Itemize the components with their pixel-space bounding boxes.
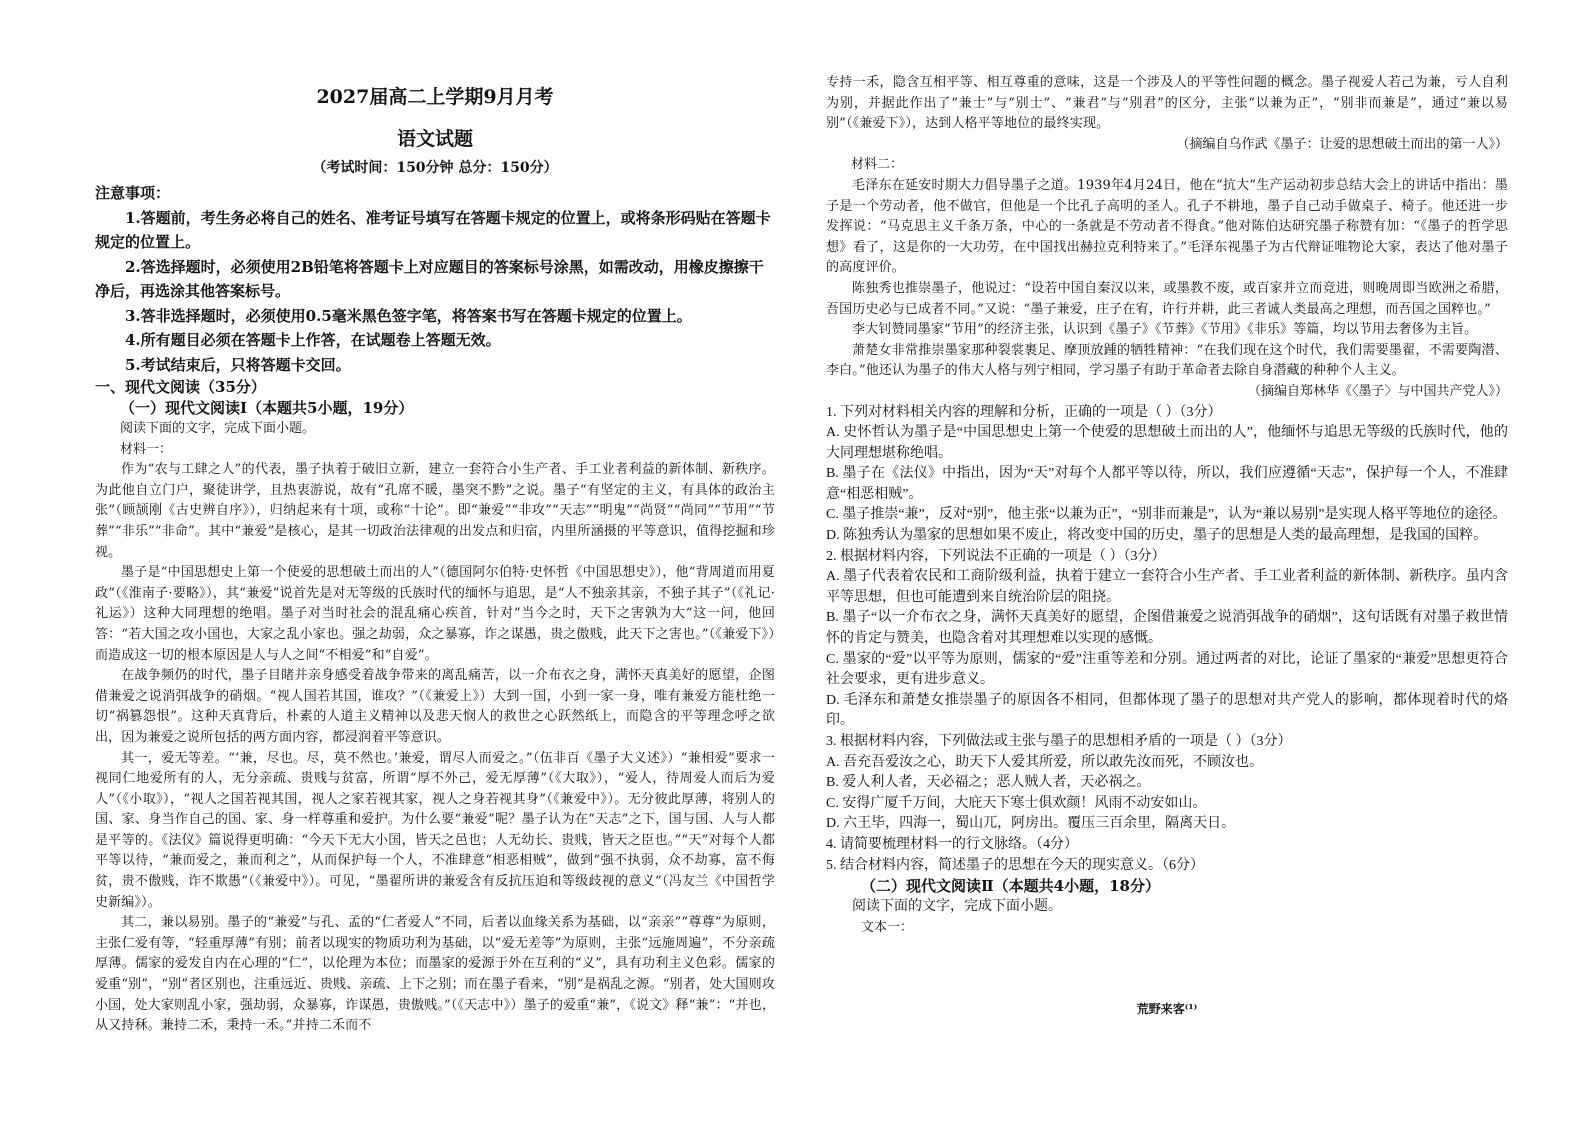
material-continuation: 专持一禾，隐含互相平等、相互尊重的意味，这是一个涉及人的平等性问题的概念。墨子视爱人若己为兼，亏人自利为别，并据此作出了“兼士”与“别士”、“兼君”与“别君”的区分，主张“以兼为正”，“别非而兼是”，通过“兼以易别”（《兼爱下》），达到人格平等地位的最终实现。	[826, 75, 1508, 132]
question-option: B. 墨子“以一介布衣之身，满怀天真美好的愿望，企图借兼爱之说消弭战争的硝烟”，这句话既有对墨子救世情怀的肯定与赞美，也隐含着对其理想难以实现的感慨。	[826, 610, 1508, 647]
part-heading: （二）现代文阅读Ⅱ（本题共4小题，18分）	[861, 877, 1160, 896]
question-option: A. 墨子代表着农民和工商阶级利益，执着于建立一套符合小生产者、手工业者利益的新体制、新秩序。虽内含平等思想，但也可能遭到来自统治阶层的阻挠。	[826, 569, 1508, 605]
question-stem: 2. 根据材料内容，下列说法不正确的一项是（ ）（3分）	[826, 548, 1166, 564]
question-option: D. 陈独秀认为墨家的思想如果不废止，将改变中国的历史，墨子的思想是人类的最高理想，是我国的国粹。	[826, 528, 1488, 544]
question-option: D. 六王毕，四海一，蜀山兀，阿房出。覆压三百余里，隔离天日。	[826, 816, 1236, 832]
material-source: （摘编自乌作武《墨子：让爱的思想破土而出的第一人》）	[1176, 136, 1508, 152]
question-stem: 5. 结合材料内容，简述墨子的思想在今天的现实意义。（6分）	[826, 857, 1204, 873]
question-option: C. 安得广厦千万间，大庇天下寒士俱欢颜！风雨不动安如山。	[826, 795, 1207, 811]
exam-title: 2027届高二上学期9月月考	[316, 86, 554, 108]
notice-item: 3.答非选择题时，必须使用0.5毫米黑色签字笔，将答案书写在答题卡规定的位置上。	[125, 306, 692, 325]
left-column	[95, 0, 775, 1123]
question-stem: 1. 下列对材料相关内容的理解和分析，正确的一项是（ ）（3分）	[826, 404, 1222, 420]
question-option: A. 史怀哲认为墨子是“中国思想史上第一个使爱的思想破土而出的人”，他缅怀与追思无等级的氏族时代，他的大同理想堪称绝唱。	[826, 425, 1508, 461]
text-label: 文本一：	[861, 919, 914, 935]
notice-item: 5.考试结束后，只将答题卡交回。	[125, 355, 351, 374]
material-label: 材料二：	[851, 157, 904, 173]
question-option: D. 毛泽东和萧楚女推崇墨子的原因各不相同，但都体现了墨子的思想对共产党人的影响，都体现着时代的烙印。	[826, 692, 1508, 729]
material-paragraph: 墨子是“中国思想史上第一个使爱的思想破土而出的人”（德国阿尔伯特·史怀哲《中国思想史》），他“背周道而用夏政”（《淮南子·要略》），其“兼爱”说首先是对无等级的氏族时代的缅怀与追思，是“人不独亲其亲，不独子其子”（《礼记·礼运》）这种大同理想的绝唱。墨子对当时社会的混乱痛心疾首，针对“当今之时，天下之害孰为大”这一问，他回答：“若大国之攻小国也，大家之乱小家也。强之劫弱，众之暴寡，诈之谋愚，贵之傲贱，此天下之害也。”（《兼爱下》）而造成这一切的根本原因是人与人之间“不相爱”和“自爱”。	[95, 565, 775, 663]
question-option: A. 吾充吾爱汝之心，助天下人爱其所爱，所以敢先汝而死，不顾汝也。	[826, 754, 1264, 770]
exam-subject: 语文试题	[396, 128, 473, 150]
right-flow	[826, 73, 1508, 938]
left-flow	[95, 181, 775, 1037]
notice-item: 1.答题前，考生务必将自己的姓名、准考证号填写在答题卡规定的位置上，或将条形码贴在答题卡规定的位置上。	[95, 208, 771, 251]
material-paragraph: 萧楚女非常推崇墨家那种裂裳裹足、摩顶放踵的牺牲精神：“在我们现在这个时代，我们需要墨翟，不需要陶潜、李白。”他还认为墨子的伟大人格与列宁相同，学习墨子有助于革命者去除自身潜藏的种种个人主义。	[826, 342, 1508, 379]
notice-item: 4.所有题目必须在答题卡上作答，在试题卷上答题无效。	[125, 331, 501, 349]
instruction: 阅读下面的文字，完成下面小题。	[852, 899, 1062, 915]
material-paragraph: 其一，爱无等差。“‘兼，尽也。尽，莫不然也。’兼爱，谓尽人而爱之。”（伍非百《墨子大义述》）“兼相爱”要求一视同仁地爱所有的人，无分亲疏、贵贱与贫富，所谓“厚不外己，爱无厚薄”（《大取》），“爱人，待周爱人而后为爱人”（《小取》），“视人之国若视其国，视人之家若视其家，视人之身若视其身”（《兼爱中》）。无分彼此厚薄，将别人的国、家、身当作自己的国、家、身一样尊重和爱护。为什么要“兼爱”呢？墨子认为在“天志”之下，国与国、人与人都是平等的。《法仪》篇说得更明确：“今天下无大小国，皆天之邑也；人无幼长、贵贱，皆天之臣也。”“天”对每个人都平等以待，“兼而爱之，兼而利之”，从而保护每一个人，不准肆意“相恶相贼”，做到“强不执弱，众不劫寡，富不侮贫，贵不傲贱，诈不欺愚”（《兼爱中》）。可见，“墨翟所讲的兼爱含有反抗压迫和等级歧视的意义”（冯友兰《中国哲学史新编》）。	[95, 750, 775, 910]
text-title: 荒野来客⁽¹⁾	[1136, 1002, 1198, 1016]
question-option: B. 爱人利人者，天必福之；恶人贼人者，天必祸之。	[826, 775, 1151, 791]
notice-item: 2.答选择题时，必须使用2B铅笔将答题卡上对应题目的答案标号涂黑，如需改动，用橡皮擦擦干净后，再选涂其他答案标号。	[95, 257, 764, 300]
material-label: 材料一：	[120, 441, 173, 457]
material-paragraph: 李大钊赞同墨家“节用”的经济主张，认识到《墨子》《节葬》《节用》《非乐》等篇，均以节用去奢侈为主旨。	[852, 322, 1478, 338]
question-option: C. 墨家的“爱”以平等为原则，儒家的“爱”注重等差和分别。通过两者的对比，论证了墨家的“兼爱”思想更符合社会要求，更有进步意义。	[826, 651, 1508, 688]
part-heading: （一）现代文阅读Ⅰ（本题共5小题，19分）	[120, 399, 414, 417]
material-source: （摘编自郑林华《〈墨子〉与中国共产党人》）	[1247, 383, 1508, 399]
material-paragraph: 在战争频仍的时代，墨子目睹并亲身感受着战争带来的离乱痛苦，以一介布衣之身，满怀天真美好的愿望，企图借兼爱之说消弭战争的硝烟。“视人国若其国，谁攻？”（《兼爱上》）大到一国，小到一家一身，唯有兼爱方能杜绝一切“祸篡怨恨”。这种天真背后，朴素的人道主义精神以及悲天悯人的救世之心跃然纸上，而隐含的平等理念呼之欲出，因为兼爱之说所包括的两方面内容，都浸润着平等意识。	[95, 668, 775, 745]
material-paragraph: 陈独秀也推崇墨子，他说过：“设若中国自秦汉以来，或墨教不废，或百家并立而竞进，则晚周即当欧洲之希腊，吾国历史必与已成者不同。”又说：“墨子兼爱，庄子在宥，许行并耕，此三者诚人类最高之理想，而吾国之国粹也。”	[826, 280, 1508, 317]
right-column	[826, 0, 1508, 1123]
question-stem: 3. 根据材料内容，下列做法或主张与墨子的思想相矛盾的一项是（ ）（3分）	[826, 734, 1292, 749]
instruction: 阅读下面的文字，完成下面小题。	[120, 421, 316, 436]
material-paragraph: 作为“农与工肆之人”的代表，墨子执着于破旧立新，建立一套符合小生产者、手工业者利益的新体制、新秩序。为此他自立门户，聚徒讲学，且热衷游说，故有“孔席不暖，墨突不黔”之说。墨子“有坚定的主义，有具体的政治主张”（顾颉刚《古史辨自序》），归纳起来有十项，或称“十论”。即“兼爱”“非攻”“天志”“明鬼”“尚贤”“尚同”“节用”“节葬”“非乐”“非命”。其中“兼爱”是核心，是其一切政治法律观的出发点和归宿，内里所涵摄的平等意识，值得挖掘和珍视。	[95, 462, 775, 560]
question-option: C. 墨子推崇“兼”，反对“别”，他主张“以兼为正”，“别非而兼是”，认为“兼以易别”是实现人格平等地位的途径。	[826, 507, 1507, 523]
question-option: B. 墨子在《法仪》中指出，因为“天”对每个人都平等以待，所以，我们应遵循“天志”，保护每一个人，不准肆意“相恶相贼”。	[826, 466, 1508, 502]
material-paragraph: 毛泽东在延安时期大力倡导墨子之道。1939年4月24日，他在“抗大”生产运动初步总结大会上的讲话中指出：墨子是一个劳动者，他不做官，但他是一个比孔子高明的圣人。孔子不耕地，墨子自己动手做桌子、椅子。他还进一步发挥说：“马克思主义千条万条，中心的一条就是不劳动者不得食。”他对陈伯达研究墨子称赞有加：“《墨子的哲学思想》看了，这是你的一大功劳，在中国找出赫拉克利特来了。”毛泽东视墨子为古代辩证唯物论大家，表达了他对墨子的高度评价。	[826, 177, 1508, 276]
section-heading: 一、现代文阅读（35分）	[95, 378, 266, 396]
question-stem: 4. 请简要梳理材料一的行文脉络。（4分）	[826, 836, 1078, 852]
exam-meta: （考试时间：150分钟 总分：150分）	[312, 160, 558, 176]
notice-heading: 注意事项：	[95, 184, 171, 202]
material-paragraph: 其二，兼以易别。墨子的“兼爱”与孔、孟的“仁者爱人”不同，后者以血缘关系为基础，以“亲亲”“尊尊”为原则，主张仁爱有等，“轻重厚薄”有别；前者以现实的物质功利为基础，以“爱无差等”为原则，主张“远施周遍”，不分亲疏厚薄。儒家的爱发自内在心理的“仁”，以伦理为本位；而墨家的爱源于外在互利的“义”，具有功利主义色彩。儒家的爱重“别”，“别”者区别也，注重远近、贵贱、亲疏、上下之别；而在墨子看来，“别”是祸乱之源。“别者，处大国则攻小国，处大家则乱小家，强劫弱，众暴寡，诈谋愚，贵傲贱。”（《天志中》）墨子的爱重“兼”，《说文》释“兼”：“并也，从又持秝。兼持二禾，秉持一禾。”并持二禾而不	[95, 915, 775, 1034]
